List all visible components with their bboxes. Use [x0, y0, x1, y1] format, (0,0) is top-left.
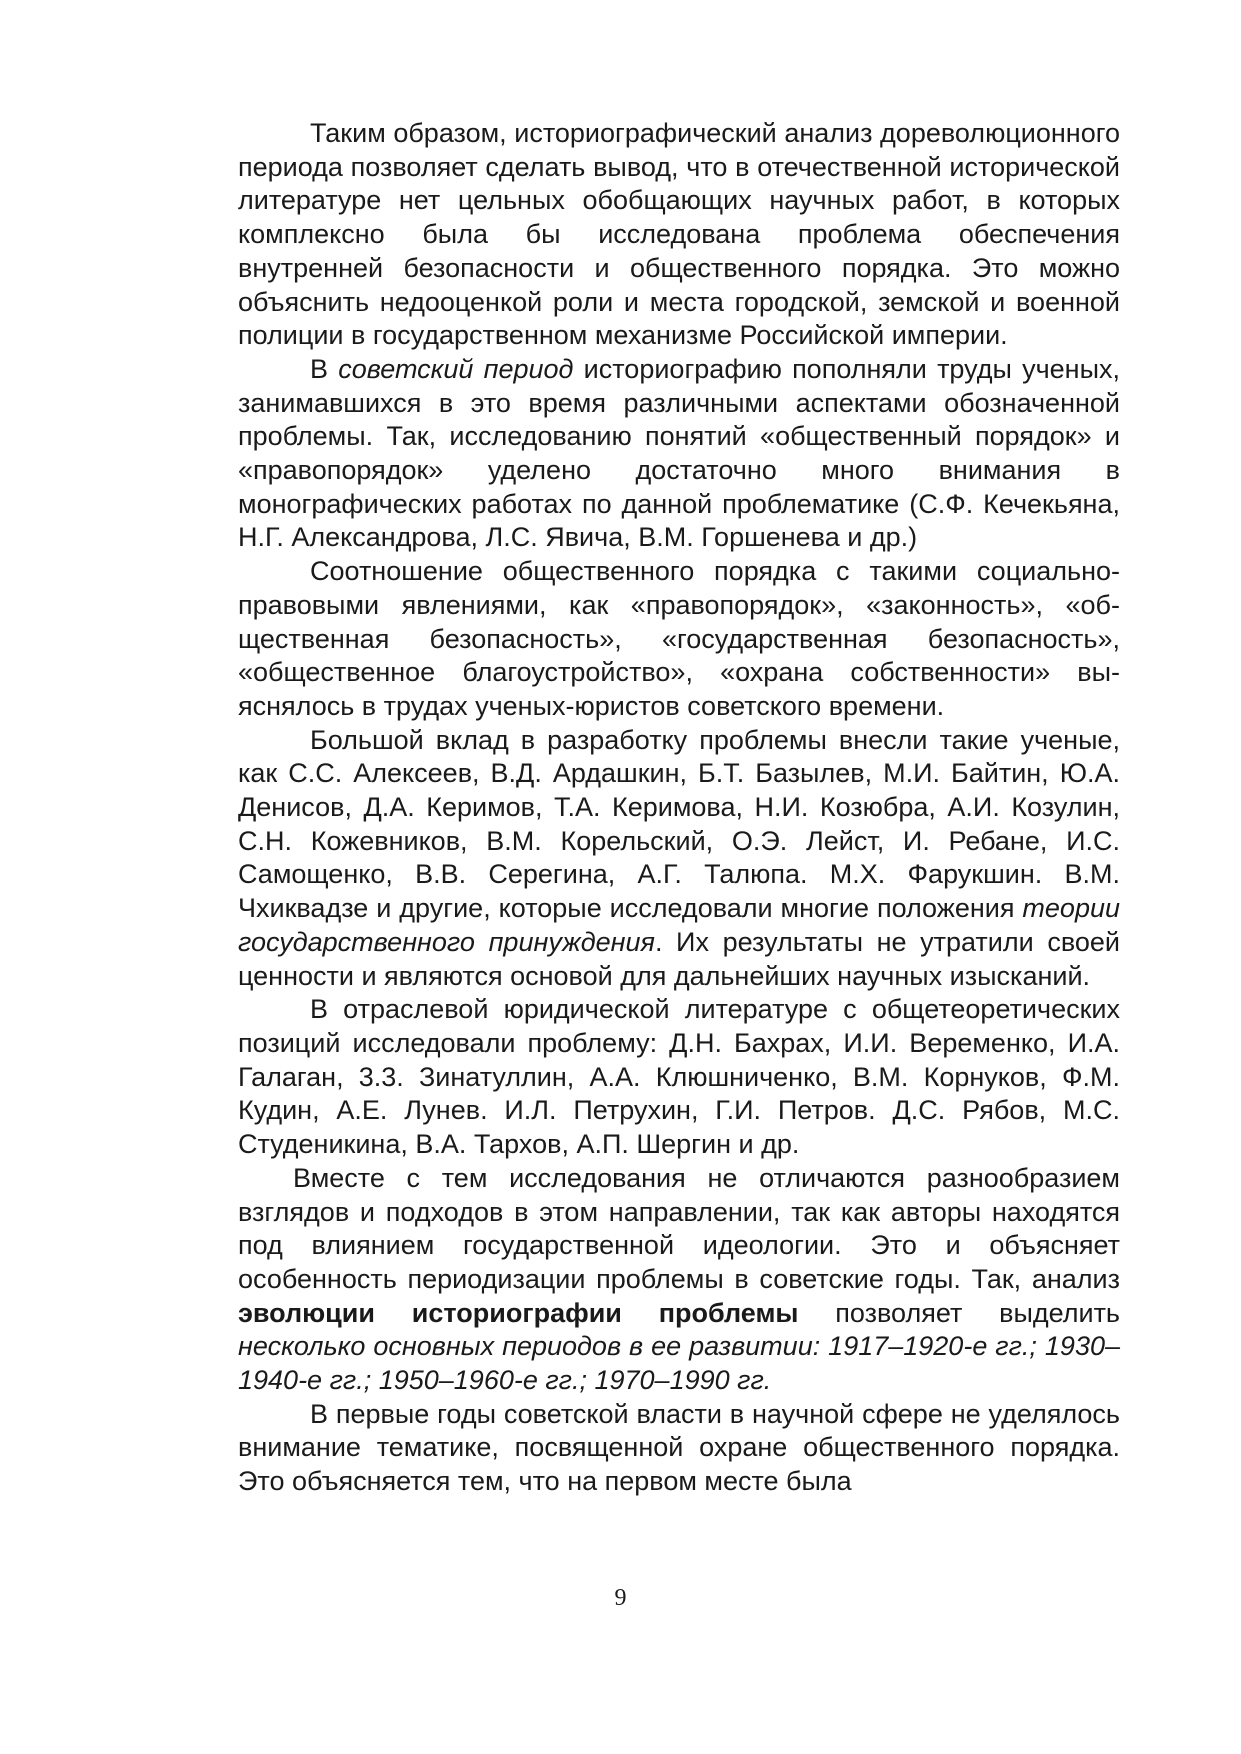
- bold-phrase: эволюции историографии проблемы: [238, 1297, 799, 1328]
- text-run: Вместе с тем исследования не отличаются разнообразием взглядов и подходов в этом направлении, так как авторы находятся под влиянием государственной идеологии. Это и объясняет особенность периодизации проблемы в советские годы. Так, анализ: [238, 1162, 1120, 1294]
- paragraph-3: [238, 555, 1120, 724]
- text-run: В первые годы советской власти в научной сфере не уделялось внимание тематике, посвященной охране общественного порядка. Это объясняется тем, что на первом месте была: [238, 1398, 1120, 1497]
- text-run: . Их результаты не утратили своей ценности и являются основой для дальнейших научных изысканий.: [238, 926, 1120, 991]
- text-run: историографию пополняли труды ученых, занимавшихся в это время различными аспектами обозначенной проблемы. Так, исследованию понятий «общественный порядок» и «правопорядок» уделено достаточно много внимания в монографических работах по данной проблематике (С.Ф. Кечекьяна, Н.Г. Александрова, Л.С. Явича, В.М. Горшенева и др.): [238, 353, 1121, 553]
- italic-phrase: теории государственного принуждения: [238, 893, 1120, 957]
- body-text: [238, 117, 1120, 1499]
- paragraph-2: [238, 353, 1120, 555]
- paragraph-5: [238, 993, 1120, 1162]
- paragraph-7: [238, 1398, 1120, 1499]
- text-run: В: [310, 353, 339, 384]
- paragraph-4: [238, 724, 1120, 994]
- paragraph-6: [238, 1162, 1120, 1398]
- page-number: 9: [614, 1585, 627, 1611]
- text-run: Соотношение общественного порядка с такими социально-правовыми явлениями, как «правопорядок», «законность», «общественная безопасность», «государственная безопасность», «общественное благоустройство», «охрана собственности» выяснялось в трудах ученых-юристов советского времени.: [238, 556, 1120, 721]
- italic-phrase: несколько основных периодов в ее развитии: 1917–1920-е гг.; 1930–1940-е гг.; 1950–1960-е гг.; 1970–1990 гг.: [238, 1331, 1120, 1396]
- text-run: В отраслевой юридической литературе с общетеоретических позиций исследовали проблему: Д.Н. Бахрах, И.И. Веременко, И.А. Галаган, 3.3. Зинатуллин, А.А. Клюшниченко, В.М. Корнуков, Ф.М. Кудин, А.Е. Лунев. И.Л. Петрухин, Г.И. Петров. Д.С. Рябов, М.С. Студеникина, В.А. Тархов, А.П. Шергин и др.: [238, 994, 1120, 1160]
- paragraph-1: [238, 117, 1120, 353]
- text-run: позволяет выделить: [798, 1297, 1120, 1328]
- text-run: Большой вклад в разработку проблемы внесли такие ученые, как С.С. Алексеев, В.Д. Ардашкин, Б.Т. Базылев, М.И. Байтин, Ю.А. Денисов, Д.А. Керимов, Т.А. Керимова, Н.И. Козюбра, А.И. Козулин, С.Н. Кожевников, В.М. Корельский, О.Э. Лейст, И. Ребане, И.С. Самощенко, В.В. Серегина, А.Г. Талюпа. М.Х. Фарукшин. В.М. Чхиквадзе и другие, которые исследовали многие положения: [238, 724, 1120, 924]
- text-run: Таким образом, историографический анализ дореволюционного периода позволяет сделать вывод, что в отечественной исторической литературе нет цельных обобщающих научных работ, в которых комплексно была бы исследована проблема обеспечения внутренней безопасности и общественного порядка. Это можно объяснить недооценкой роли и места городской, земской и военной полиции в государственном механизме Российской империи.: [238, 118, 1120, 351]
- italic-phrase: советский период: [338, 353, 574, 384]
